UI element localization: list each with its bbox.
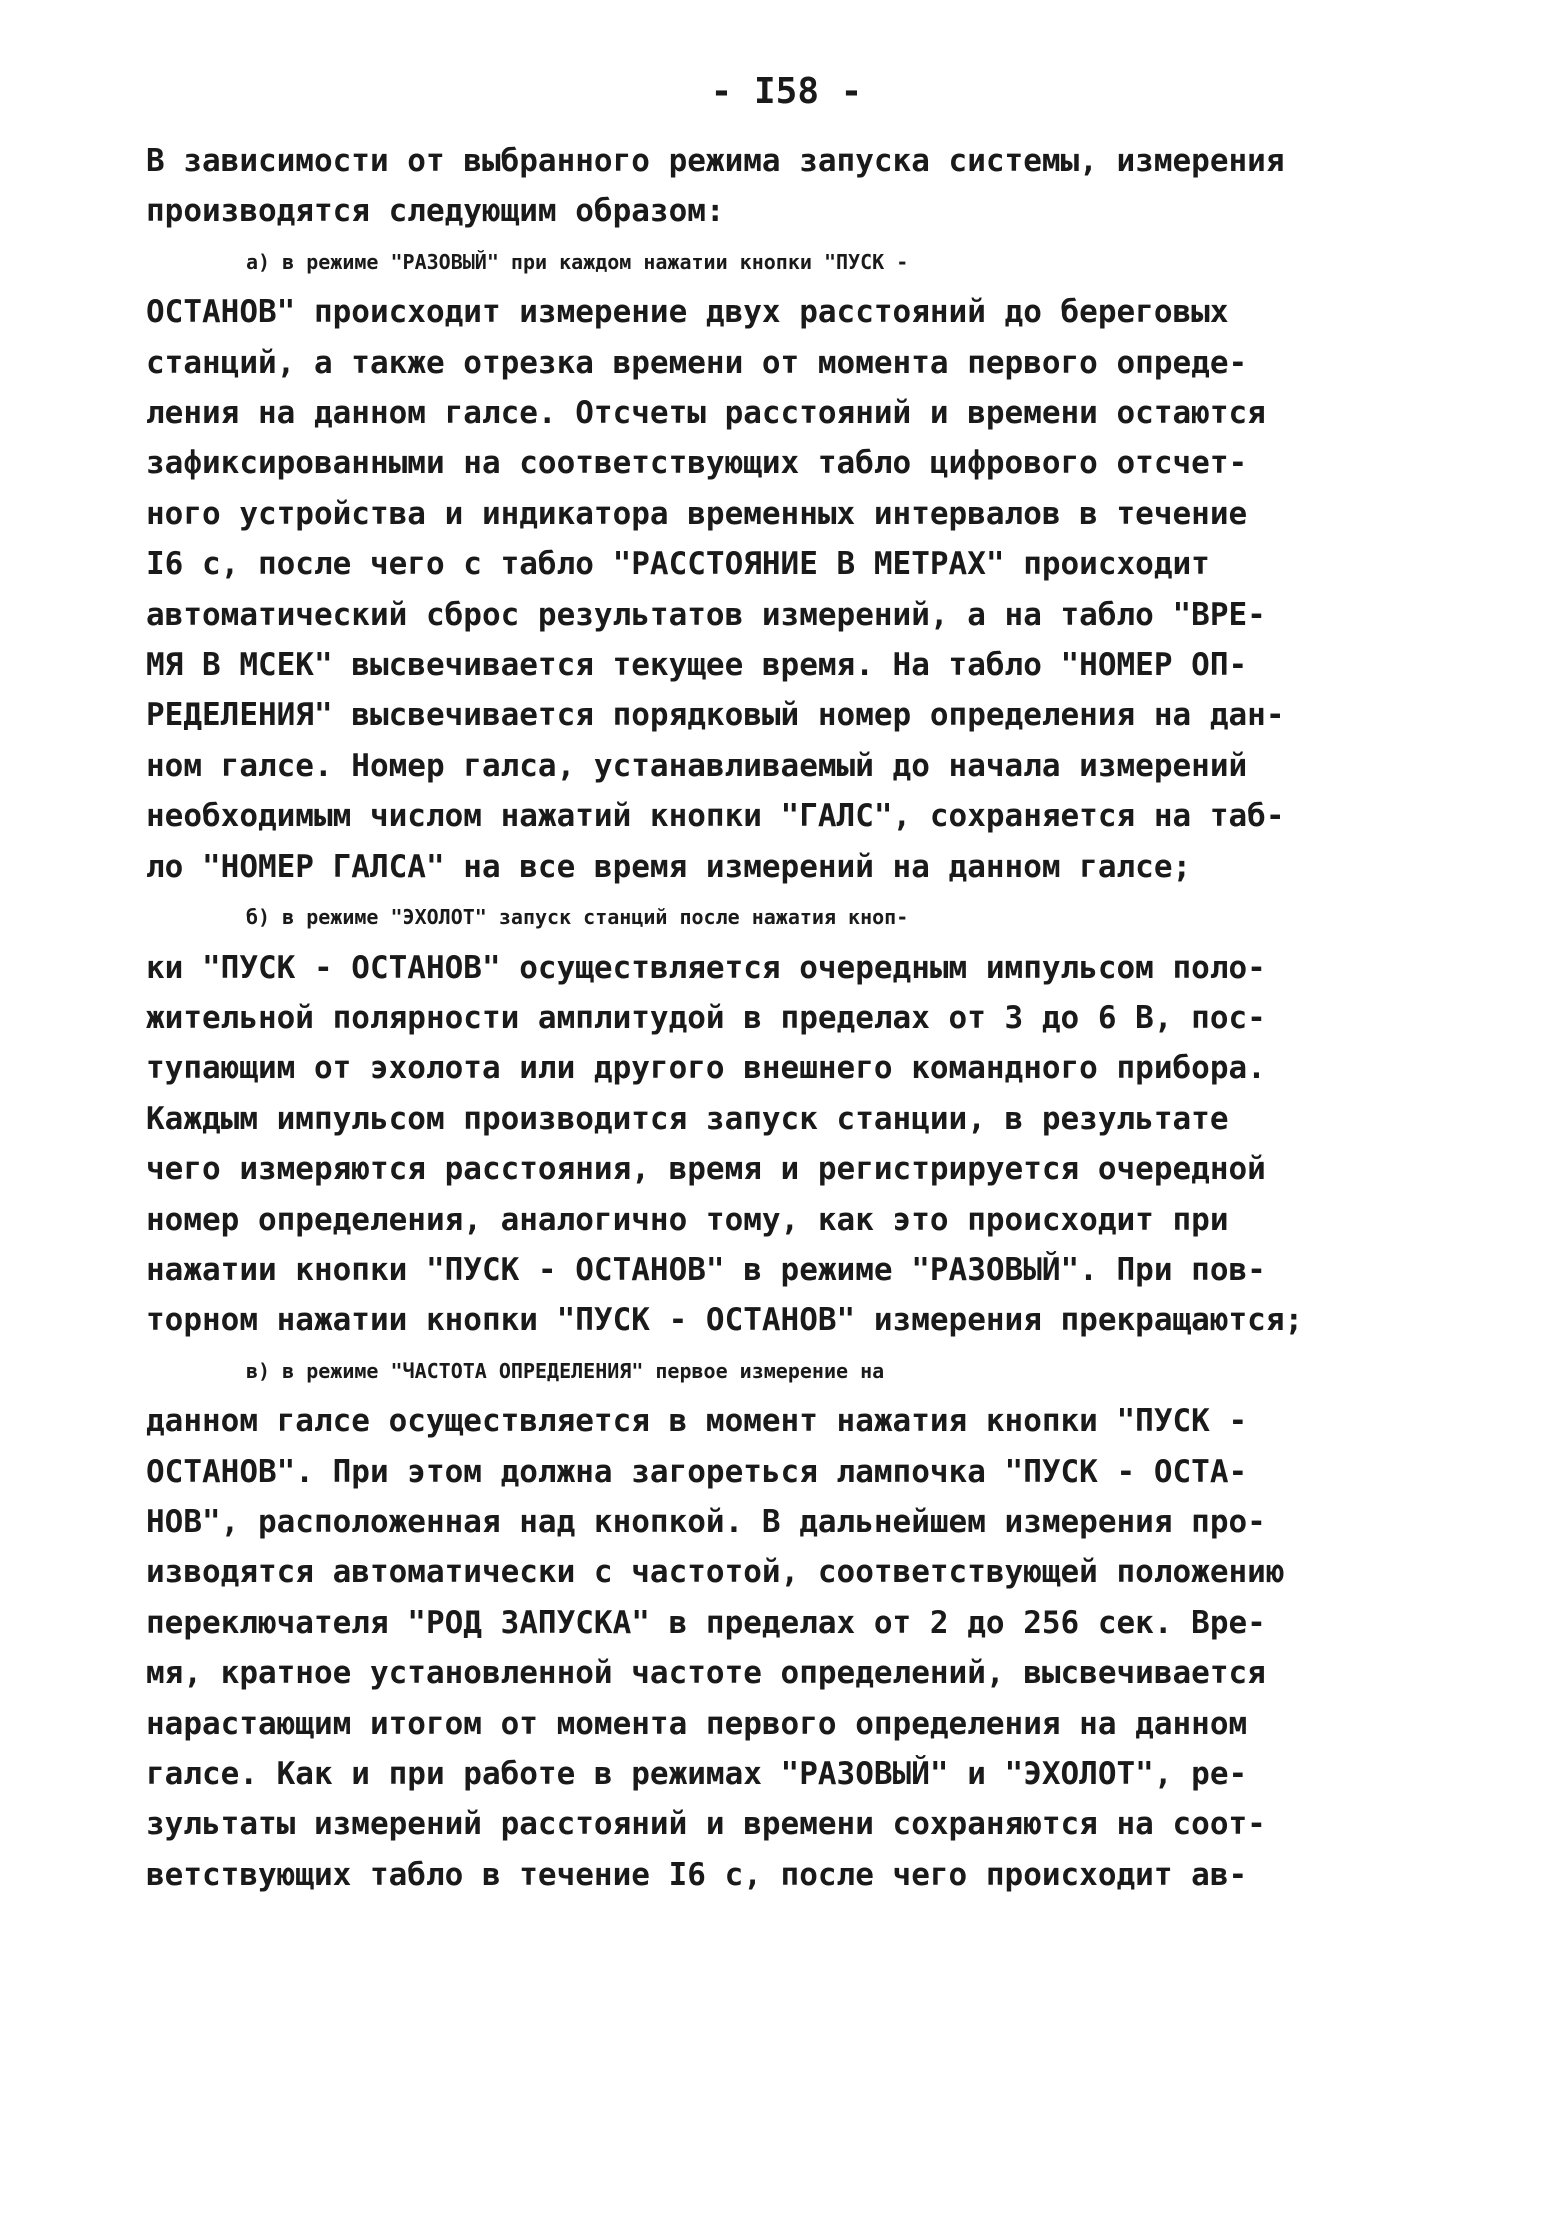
text-line: в) в режиме "ЧАСТОТА ОПРЕДЕЛЕНИЯ" первое измерение на bbox=[246, 1358, 885, 1383]
text-line: жительной полярности амплитудой в пределах от 3 до 6 В, пос- bbox=[146, 999, 1266, 1036]
text-line: чего измеряются расстояния, время и регистрируется очередной bbox=[146, 1151, 1266, 1188]
text-line: зафиксированными на соответствующих табло цифрового отсчет- bbox=[146, 445, 1248, 482]
text-line: нажатии кнопки "ПУСК - ОСТАНОВ" в режиме "РАЗОВЫЙ". При пов- bbox=[146, 1251, 1266, 1288]
text-line: необходимым числом нажатий кнопки "ГАЛС", сохраняется на таб- bbox=[146, 798, 1285, 835]
text-line: ки "ПУСК - ОСТАНОВ" осуществляется очередным импульсом поло- bbox=[146, 949, 1266, 986]
text-line: РЕДЕЛЕНИЯ" высвечивается порядковый номер определения на дан- bbox=[146, 697, 1285, 734]
text-line: ветствующих табло в течение I6 с, после чего происходит ав- bbox=[146, 1856, 1248, 1893]
text-line: изводятся автоматически с частотой, соответствующей положению bbox=[146, 1554, 1285, 1591]
text-line: НОВ", расположенная над кнопкой. В дальнейшем измерения про- bbox=[146, 1503, 1266, 1540]
text-line: переключателя "РОД ЗАПУСКА" в пределах от 2 до 256 сек. Вре- bbox=[146, 1604, 1266, 1641]
text-line: ления на данном галсе. Отсчеты расстояний и времени остаются bbox=[146, 395, 1266, 432]
text-line: ного устройства и индикатора временных интервалов в течение bbox=[146, 495, 1248, 532]
text-line: ном галсе. Номер галса, устанавливаемый до начала измерений bbox=[146, 747, 1248, 784]
text-line: Каждым импульсом производится запуск станции, в результате bbox=[146, 1100, 1229, 1137]
body-text bbox=[146, 136, 1407, 1900]
text-line: автоматический сброс результатов измерений, а на табло "ВРЕ- bbox=[146, 596, 1266, 633]
text-line: номер определения, аналогично тому, как это происходит при bbox=[146, 1201, 1229, 1238]
text-line: мя, кратное установленной частоте определений, высвечивается bbox=[146, 1655, 1266, 1692]
text-line: ОСТАНОВ" происходит измерение двух расстояний до береговых bbox=[146, 294, 1229, 331]
text-line: В зависимости от выбранного режима запуска системы, измерения bbox=[146, 143, 1285, 179]
text-line: ло "НОМЕР ГАЛСА" на все время измерений на данном галсе; bbox=[146, 848, 1192, 885]
text-line: данном галсе осуществляется в момент нажатия кнопки "ПУСК - bbox=[146, 1403, 1248, 1440]
text-line: зультаты измерений расстояний и времени сохраняются на соот- bbox=[146, 1806, 1266, 1843]
text-line: ОСТАНОВ". При этом должна загореться лампочка "ПУСК - ОСТА- bbox=[146, 1453, 1248, 1490]
text-line: I6 с, после чего с табло "РАССТОЯНИЕ В МЕТРАХ" происходит bbox=[146, 546, 1210, 583]
text-line: б) в режиме "ЭХОЛОТ" запуск станций после нажатия кноп- bbox=[246, 905, 909, 930]
page-number: - I58 - bbox=[710, 71, 863, 112]
text-line: тупающим от эхолота или другого внешнего командного прибора. bbox=[146, 1050, 1266, 1087]
text-line: а) в режиме "РАЗОВЫЙ" при каждом нажатии кнопки "ПУСК - bbox=[246, 249, 909, 274]
text-line: нарастающим итогом от момента первого определения на данном bbox=[146, 1705, 1248, 1742]
text-line: МЯ В МСЕК" высвечивается текущее время. На табло "НОМЕР ОП- bbox=[146, 647, 1248, 684]
text-line: торном нажатии кнопки "ПУСК - ОСТАНОВ" измерения прекращаются; bbox=[146, 1302, 1304, 1339]
text-line: производятся следующим образом: bbox=[146, 193, 725, 230]
text-line: галсе. Как и при работе в режимах "РАЗОВЫЙ" и "ЭХОЛОТ", ре- bbox=[146, 1756, 1248, 1792]
text-line: станций, а также отрезка времени от момента первого опреде- bbox=[146, 344, 1248, 381]
